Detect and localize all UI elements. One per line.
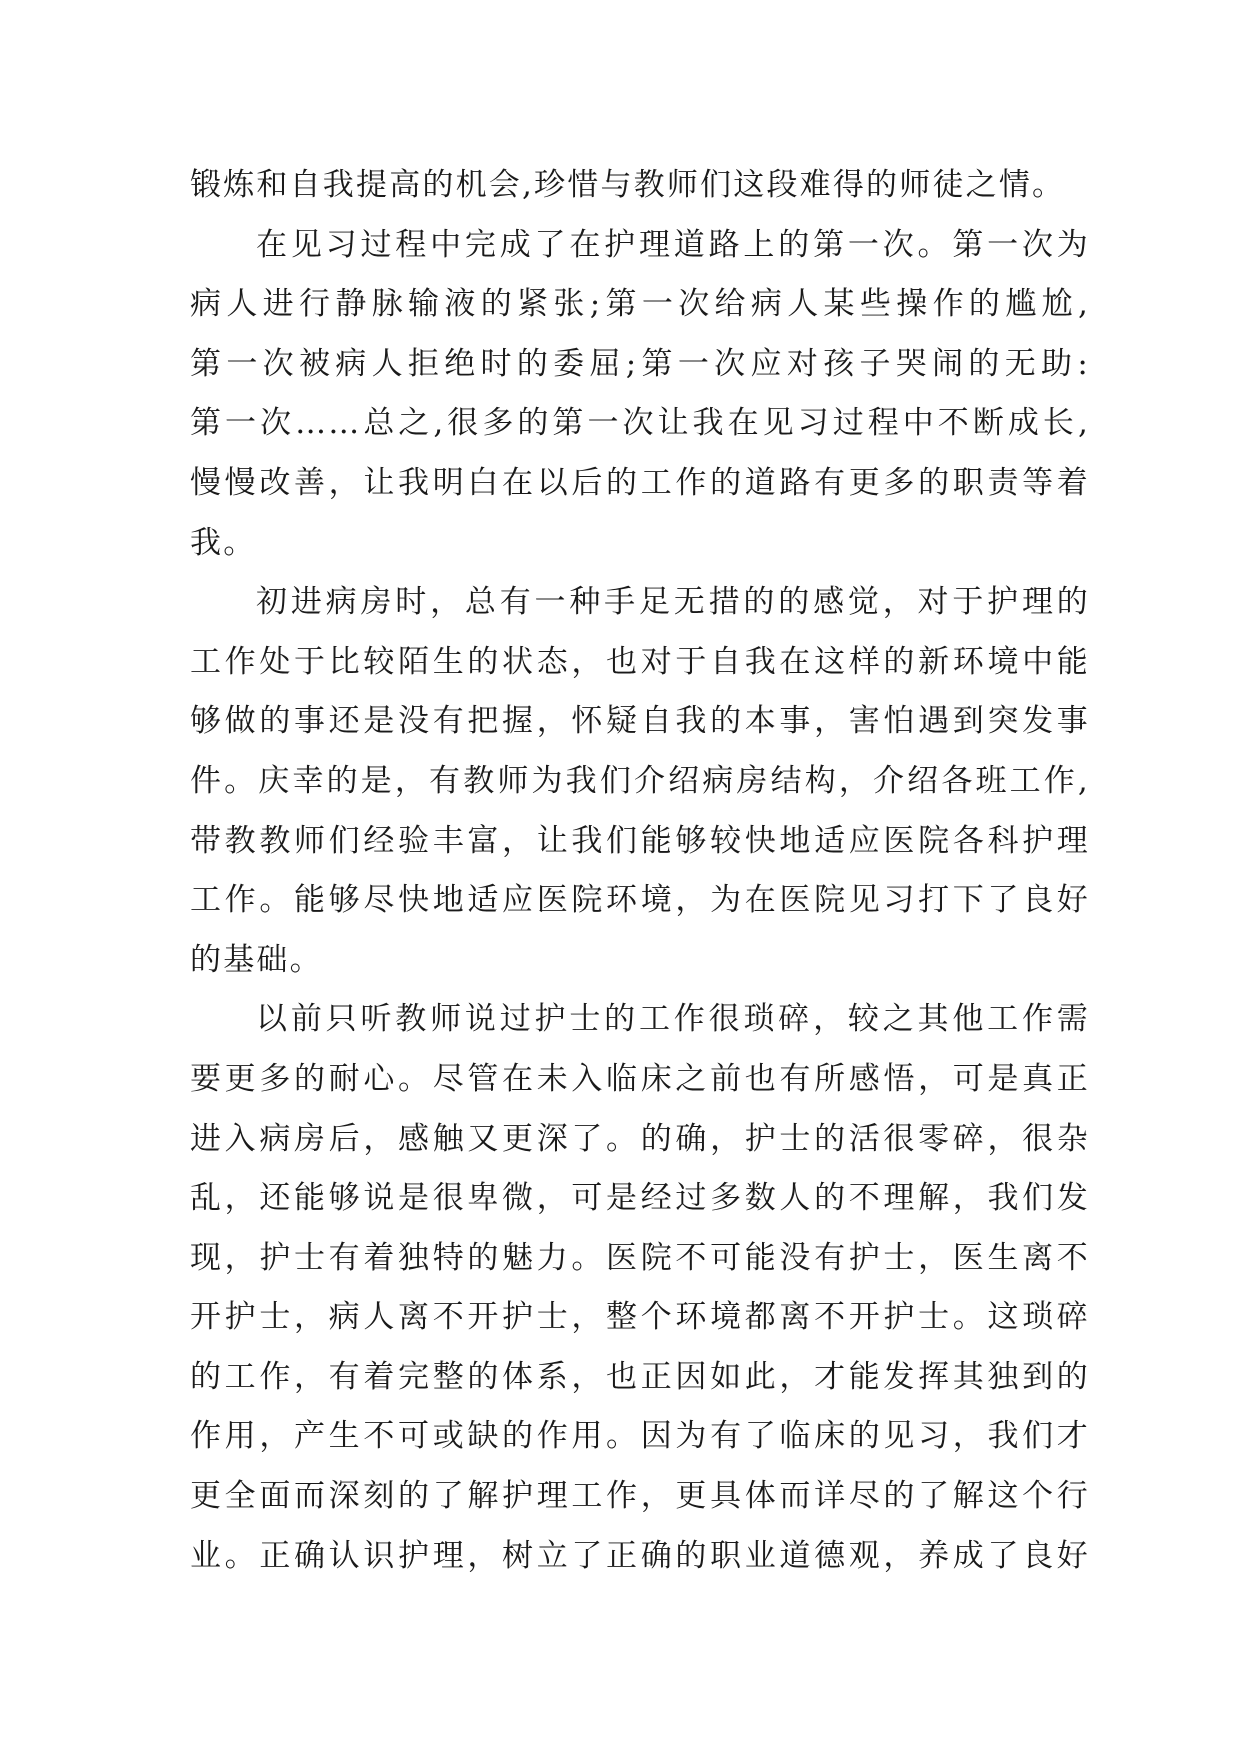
body-text xyxy=(190,156,1090,1586)
text-line: 更全面而深刻的了解护理工作，更具体而详尽的了解这个行 xyxy=(190,1478,1090,1515)
text-line: 作用，产生不可或缺的作用。因为有了临床的见习，我们才 xyxy=(190,1418,1090,1455)
text-line: 我。 xyxy=(190,524,257,561)
text-line: 乱，还能够说是很卑微，可是经过多数人的不理解，我们发 xyxy=(190,1180,1090,1217)
text-line: 的工作，有着完整的体系，也正因如此，才能发挥其独到的 xyxy=(190,1358,1090,1395)
paragraph-first-line: 以前只听教师说过护士的工作很琐碎，较之其他工作需 xyxy=(256,1001,1090,1038)
text-line: 的基础。 xyxy=(190,941,323,978)
text-line: 业。正确认识护理，树立了正确的职业道德观，养成了良好 xyxy=(190,1537,1090,1574)
text-line: 够做的事还是没有把握，怀疑自我的本事，害怕遇到突发事 xyxy=(190,703,1090,740)
paragraph-first-line: 在见习过程中完成了在护理道路上的第一次。第一次为 xyxy=(256,226,1090,263)
text-line: 要更多的耐心。尽管在未入临床之前也有所感悟，可是真正 xyxy=(190,1060,1090,1097)
paragraph-first-line: 初进病房时，总有一种手足无措的的感觉，对于护理的 xyxy=(256,584,1090,621)
text-line: 工作处于比较陌生的状态，也对于自我在这样的新环境中能 xyxy=(190,643,1090,680)
text-line: 工作。能够尽快地适应医院环境，为在医院见习打下了良好 xyxy=(190,882,1090,919)
text-line: 进入病房后，感触又更深了。的确，护士的活很零碎，很杂 xyxy=(190,1120,1090,1157)
text-line: 第一次……总之,很多的第一次让我在见习过程中不断成长, xyxy=(190,405,1090,442)
text-line: 病人进行静脉输液的紧张;第一次给病人某些操作的尴尬, xyxy=(190,286,1090,323)
text-line: 带教教师们经验丰富，让我们能够较快地适应医院各科护理 xyxy=(190,822,1090,859)
text-line: 开护士，病人离不开护士，整个环境都离不开护士。这琐碎 xyxy=(190,1299,1090,1336)
text-line: 现，护士有着独特的魅力。医院不可能没有护士，医生离不 xyxy=(190,1239,1090,1276)
text-line: 锻炼和自我提高的机会,珍惜与教师们这段难得的师徒之情。 xyxy=(190,167,1066,203)
text-line: 慢慢改善，让我明白在以后的工作的道路有更多的职责等着 xyxy=(190,464,1090,501)
text-line: 第一次被病人拒绝时的委屈;第一次应对孩子哭闹的无助: xyxy=(190,345,1090,382)
text-line: 件。庆幸的是，有教师为我们介绍病房结构，介绍各班工作, xyxy=(190,762,1090,799)
